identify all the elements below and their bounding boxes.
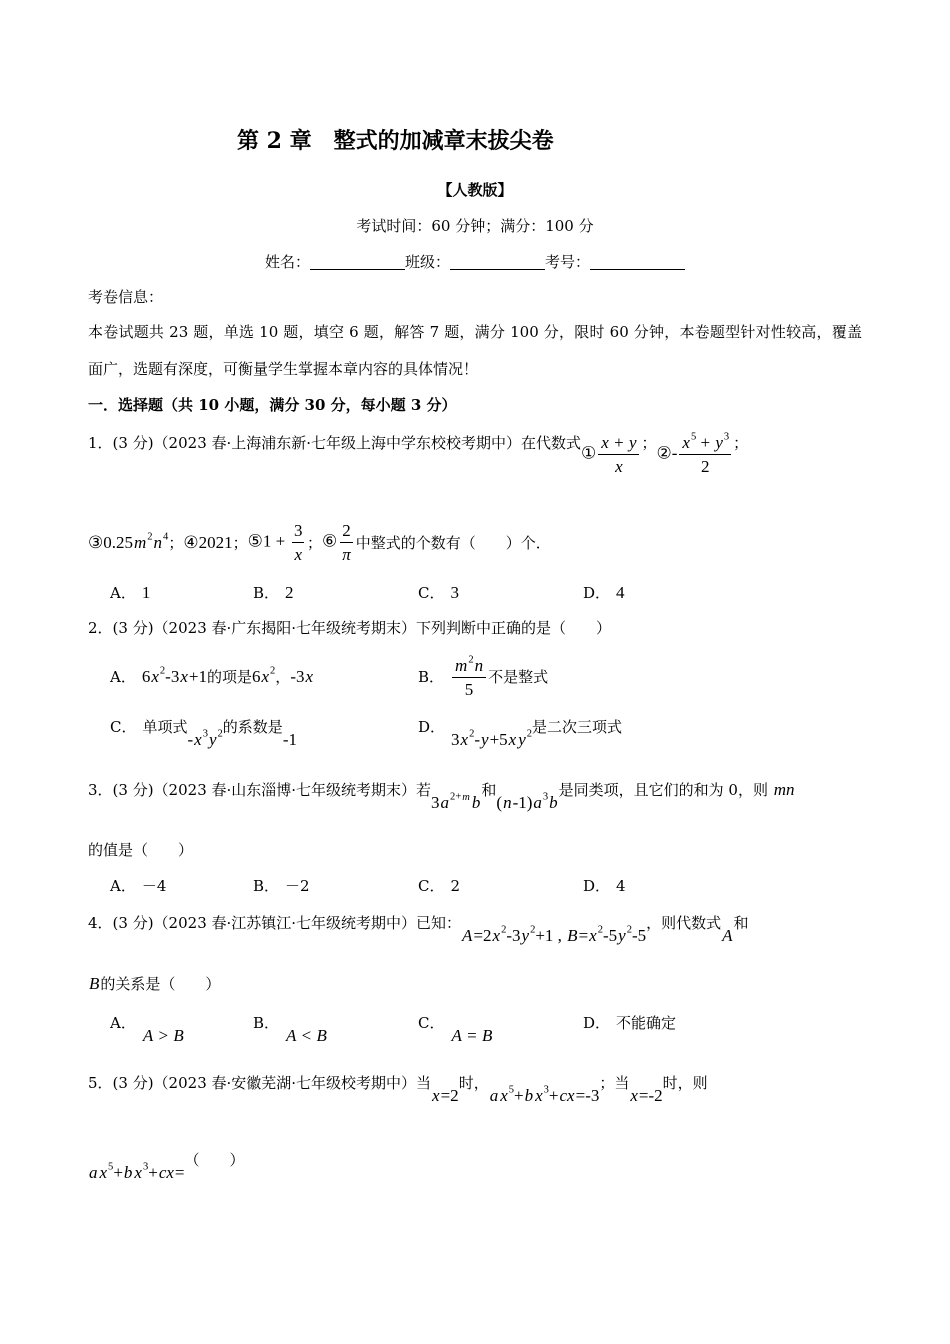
math-expression — [489, 1084, 600, 1108]
text-segment: 和 — [733, 914, 749, 932]
text-segment: 4．(3 分)（2023 春·江苏镇江·七年级统考期中）已知： — [88, 914, 462, 932]
math-variable: x — [460, 730, 469, 749]
text-run — [488, 666, 548, 688]
math-variable: B — [173, 1026, 184, 1045]
math-symbol: 2 — [469, 728, 475, 740]
math-expression — [283, 728, 297, 752]
text-segment: 的关系是（ ） — [100, 975, 221, 993]
math-symbol: -5 — [631, 926, 647, 945]
math-variable: y — [628, 433, 637, 452]
text-run — [733, 432, 748, 454]
text-run — [616, 875, 626, 897]
text-run — [100, 973, 220, 995]
math-expression — [581, 432, 641, 477]
math-variable: x — [630, 1086, 638, 1105]
math-variable: m — [455, 655, 468, 675]
math-symbol: =2 — [440, 1086, 459, 1105]
math-symbol: ③ — [88, 532, 104, 552]
text-segment: ； — [641, 434, 657, 452]
math-variable: n — [503, 793, 512, 812]
math-symbol: -3 — [290, 667, 305, 686]
math-symbol: 2021 — [198, 532, 233, 552]
text-segment: －2 — [285, 877, 310, 895]
math-variable: x — [601, 433, 609, 452]
math-symbol: -1 — [282, 730, 297, 749]
math-variable: x — [615, 457, 623, 476]
text-segment: 和 — [481, 781, 497, 799]
option-label: A． — [110, 877, 136, 895]
math-variable: x — [151, 667, 159, 686]
math-symbol: = — [462, 1026, 481, 1045]
exam-meta: 考试时间：60 分钟；满分：100 分 — [356, 217, 594, 235]
text-run — [532, 716, 622, 738]
text-run — [88, 432, 581, 454]
math-symbol: -3 — [506, 926, 521, 945]
math-variable: b — [123, 1163, 133, 1182]
math-symbol: + — [113, 1163, 123, 1182]
q5-line-1 — [88, 1072, 708, 1108]
math-symbol: =-2 — [638, 1086, 663, 1105]
q1-option-a — [110, 580, 150, 606]
math-expression — [285, 1024, 328, 1048]
math-variable: a — [533, 793, 542, 812]
math-variable: n — [153, 532, 163, 552]
q1-option-d — [583, 580, 625, 606]
q4-options — [0, 1012, 950, 1048]
text-segment: 不能确定 — [616, 1014, 677, 1032]
text-run — [481, 779, 496, 801]
text-segment: 是同类项，且它们的和为 0，则 — [558, 781, 773, 799]
q1-options — [0, 580, 950, 606]
math-variable: B — [89, 974, 100, 993]
math-symbol: 2 — [701, 457, 710, 476]
math-variable: x — [180, 667, 188, 686]
q4-option-b — [253, 1012, 328, 1048]
q4-line-2 — [88, 972, 220, 996]
fraction — [452, 655, 486, 700]
math-expression — [431, 1084, 459, 1108]
math-variable: x — [305, 667, 314, 686]
math-symbol: ( — [496, 793, 503, 812]
q2-line-1 — [88, 617, 611, 639]
text-segment: 的系数是 — [222, 718, 283, 736]
text-run — [88, 617, 611, 639]
math-variable: x — [535, 1086, 543, 1105]
text-run — [88, 912, 461, 934]
text-segment: （ ） — [184, 1151, 245, 1169]
math-variable: y — [618, 926, 626, 945]
option-label: C． — [418, 877, 445, 895]
name-label: 姓名： — [264, 253, 310, 271]
math-expression — [450, 581, 459, 605]
math-variable: x — [508, 730, 517, 749]
italic-variable: mn — [773, 780, 795, 799]
math-variable: y — [521, 926, 530, 945]
option-label: C． — [418, 584, 445, 602]
math-expression — [322, 520, 356, 565]
option-label: D． — [583, 584, 611, 602]
text-run — [275, 666, 290, 688]
text-segment: 是二次三项式 — [532, 718, 623, 736]
text-segment: 的项是 — [206, 668, 252, 686]
q4-option-d — [583, 1012, 676, 1048]
numerator — [292, 520, 305, 543]
text-run — [223, 716, 283, 738]
denominator — [291, 543, 305, 565]
q3-option-b — [253, 875, 310, 897]
math-symbol: + — [609, 433, 628, 452]
math-variable: cx — [559, 1086, 575, 1105]
math-expression — [629, 1084, 662, 1108]
math-symbol: 3 — [142, 1161, 149, 1173]
math-symbol: 1 — [141, 583, 151, 602]
option-label: A． — [110, 1014, 136, 1032]
text-segment: ； — [306, 533, 322, 552]
math-symbol: 2 — [501, 924, 507, 936]
math-symbol: 2 — [285, 583, 294, 602]
math-variable: y — [715, 433, 723, 452]
math-symbol: ④ — [183, 532, 199, 552]
math-variable: y — [518, 730, 526, 749]
math-symbol: 2 — [270, 665, 276, 677]
math-variable: x — [261, 667, 270, 686]
fraction — [339, 520, 354, 565]
math-variable: A — [451, 1026, 462, 1045]
math-symbol: 2 — [217, 728, 223, 740]
q1-line-2 — [88, 520, 551, 565]
math-expression — [496, 791, 558, 815]
math-symbol: ⑥ — [322, 531, 338, 551]
math-symbol: - — [474, 730, 481, 749]
option-label: A． — [110, 668, 136, 686]
math-symbol: 3 — [450, 583, 459, 602]
text-segment: 4 — [616, 877, 626, 895]
math-variable: A — [286, 1026, 297, 1045]
math-symbol: -5 — [602, 926, 618, 945]
math-symbol: = — [578, 926, 589, 945]
math-symbol: -1) — [512, 793, 533, 812]
text-run — [285, 875, 310, 897]
text-segment: ； — [232, 533, 248, 552]
math-symbol: > — [154, 1026, 173, 1045]
text-segment: ； — [168, 533, 184, 552]
q3-line-2 — [88, 839, 193, 861]
text-segment: 5．(3 分)（2023 春·安徽芜湖·七年级校考期中）当 — [88, 1074, 432, 1092]
edition-label: 【人教版】 — [437, 181, 513, 199]
math-symbol: 3 — [202, 728, 208, 740]
info-label: 考卷信息： — [88, 288, 164, 306]
option-label: C． — [418, 1014, 445, 1032]
text-segment: 的值是（ ） — [88, 841, 194, 859]
option-label: D． — [418, 718, 446, 736]
math-variable: m — [134, 532, 147, 552]
option-label: D． — [583, 1014, 611, 1032]
math-symbol: 5 — [508, 1084, 515, 1096]
superscript — [468, 654, 473, 665]
math-symbol: 2 — [626, 924, 632, 936]
math-expression — [431, 791, 481, 815]
text-run — [168, 532, 183, 554]
math-symbol: 2+ — [450, 791, 462, 803]
q4-line-1 — [88, 912, 749, 948]
math-expression — [657, 432, 734, 477]
denominator — [612, 455, 626, 477]
math-variable: n — [474, 655, 484, 675]
text-segment: 时，则 — [662, 1074, 708, 1092]
numerator — [340, 520, 353, 543]
text-segment: 3．(3 分)（2023 春·山东淄博·七年级统考期末）若 — [88, 781, 432, 799]
math-variable: x — [432, 1086, 440, 1105]
math-symbol: 3 — [543, 1084, 549, 1096]
text-run — [233, 532, 248, 554]
math-symbol: 3 — [451, 730, 460, 749]
math-symbol: < — [297, 1026, 316, 1045]
math-expression — [88, 531, 168, 555]
math-variable: m — [462, 791, 470, 803]
math-symbol: ⑤ — [247, 531, 263, 551]
q2-option-c — [110, 716, 297, 752]
id-label: 考号： — [545, 253, 591, 271]
math-symbol: + — [514, 1086, 524, 1105]
text-run — [307, 532, 322, 554]
info-text: 本卷试题共 23 题，单选 10 题，填空 6 题，解答 7 题，满分 100 分，限时 60 分钟，本卷题型针对性较高，覆盖面广，选题有深度，可衡量学生掌握本章内容的具体情况！ — [88, 323, 862, 378]
q1-option-b — [253, 580, 294, 606]
numerator — [679, 432, 731, 455]
text-run — [599, 1072, 629, 1094]
math-expression — [450, 655, 488, 700]
section-heading: 一．选择题（共 10 小题，满分 30 分，每小题 3 分） — [88, 396, 457, 414]
math-expression — [248, 520, 307, 565]
math-expression — [142, 1024, 185, 1048]
math-symbol: 4 — [163, 531, 169, 543]
math-symbol: ② — [656, 443, 672, 463]
math-symbol: = — [174, 1163, 185, 1182]
text-run — [142, 716, 187, 738]
math-variable: b — [471, 793, 481, 812]
math-expression — [142, 581, 151, 605]
math-symbol: - — [187, 730, 194, 749]
math-symbol: ① — [581, 443, 597, 463]
math-variable: π — [342, 545, 351, 564]
math-expression — [290, 665, 314, 689]
text-run — [459, 1072, 489, 1094]
text-run — [185, 1149, 245, 1171]
math-expression — [252, 665, 275, 689]
math-symbol: 4 — [616, 583, 625, 602]
text-segment: 不是整式 — [488, 668, 549, 686]
superscript — [724, 432, 729, 443]
math-variable: x — [294, 545, 302, 564]
q2-option-d — [418, 716, 622, 752]
math-symbol: 3 — [431, 793, 440, 812]
math-symbol: 2 — [597, 924, 603, 936]
math-symbol: 6 — [251, 667, 261, 686]
math-variable: x — [492, 926, 501, 945]
math-symbol: 2 — [530, 924, 536, 936]
math-symbol: =2 — [473, 926, 492, 945]
math-expression — [188, 728, 223, 752]
option-label: B． — [253, 877, 280, 895]
fraction — [291, 520, 305, 565]
math-symbol: 2 — [147, 531, 153, 543]
q1-line-1 — [88, 432, 748, 477]
math-expression — [88, 972, 100, 996]
q1-option-c — [418, 580, 459, 606]
math-symbol: 0.25 — [103, 532, 133, 552]
q2-option-b — [418, 654, 548, 700]
fraction — [598, 432, 639, 477]
denominator — [463, 678, 476, 700]
text-run — [88, 1072, 431, 1094]
text-run — [207, 666, 252, 688]
math-symbol: 5 — [108, 1161, 114, 1173]
option-label: B． — [253, 584, 280, 602]
math-symbol: 2 — [468, 654, 474, 666]
math-variable: a — [440, 793, 450, 812]
text-segment: ， — [275, 668, 291, 686]
class-blank — [450, 253, 545, 270]
math-variable: a — [89, 1163, 98, 1182]
math-expression — [183, 531, 232, 555]
math-expression — [450, 1024, 493, 1048]
q2-options-row-2 — [0, 716, 950, 752]
math-expression — [451, 728, 532, 752]
denominator — [699, 455, 712, 477]
math-variable: A — [462, 926, 473, 945]
math-symbol: + — [696, 433, 715, 452]
denominator — [339, 543, 354, 565]
text-segment: 1．(3 分)（2023 春·上海浦东新·七年级上海中学东校校考期中）在代数式 — [88, 434, 582, 452]
math-variable: A — [142, 1026, 154, 1045]
q4-option-a — [110, 1012, 185, 1048]
math-symbol: 2 — [342, 521, 351, 540]
q4-option-c — [418, 1012, 493, 1048]
text-run — [88, 779, 431, 801]
option-label: D． — [583, 877, 611, 895]
q3-option-c — [418, 875, 460, 897]
math-symbol: =-3 — [575, 1086, 600, 1105]
math-variable: x — [134, 1163, 142, 1182]
math-variable: y — [208, 730, 217, 749]
option-label: B． — [418, 668, 445, 686]
math-expression — [461, 924, 646, 948]
math-symbol: 2 — [159, 665, 166, 677]
math-symbol: 5 — [464, 679, 474, 699]
q2-option-a — [110, 654, 314, 700]
math-variable: b — [549, 793, 558, 812]
math-symbol: -3 — [165, 667, 180, 686]
math-variable: cx — [158, 1163, 174, 1182]
math-variable: B — [567, 926, 578, 945]
math-variable: x — [682, 433, 690, 452]
math-variable: b — [524, 1086, 534, 1105]
text-run — [663, 1072, 708, 1094]
text-run — [142, 875, 167, 897]
text-run — [450, 875, 460, 897]
text-segment: ，则代数式 — [646, 914, 722, 932]
math-expression — [616, 581, 625, 605]
id-blank — [590, 253, 685, 270]
q3-option-a — [110, 875, 166, 897]
text-segment: 中整式的个数有（ ）个． — [355, 533, 551, 552]
q5-line-2 — [88, 1149, 245, 1185]
numerator — [598, 432, 639, 455]
text-run — [356, 532, 551, 554]
q3-option-d — [583, 875, 626, 897]
math-variable: x — [500, 1086, 508, 1105]
math-symbol: 6 — [141, 667, 151, 686]
text-run — [734, 912, 749, 934]
math-expression — [285, 581, 294, 605]
math-variable: B — [316, 1026, 327, 1045]
math-variable: x — [194, 730, 202, 749]
math-symbol: - — [671, 443, 678, 463]
document-title: 第 2 章 整式的加减章末拔尖卷 — [237, 128, 554, 154]
math-expression — [142, 665, 207, 689]
text-run — [616, 1012, 676, 1034]
math-symbol: 3 — [293, 521, 303, 540]
text-segment: ；当 — [599, 1074, 630, 1092]
math-symbol: 3 — [542, 791, 549, 803]
math-variable: x — [589, 926, 597, 945]
option-label: B． — [253, 1014, 280, 1032]
math-variable: B — [481, 1026, 493, 1045]
name-blank — [310, 253, 405, 270]
math-symbol: +5 — [489, 730, 508, 749]
option-label: A． — [110, 584, 136, 602]
math-variable: x — [99, 1163, 108, 1182]
math-expression — [721, 924, 733, 948]
q2-options-row-1 — [0, 654, 950, 700]
q3-line-1 — [88, 779, 796, 815]
text-run — [88, 839, 193, 861]
math-symbol: 5 — [690, 431, 697, 443]
fraction — [679, 432, 731, 477]
math-symbol: + — [548, 1086, 559, 1105]
q3-options — [0, 875, 950, 897]
math-symbol: 2 — [526, 728, 533, 740]
superscript — [450, 792, 471, 803]
text-segment: 时， — [458, 1074, 489, 1092]
text-segment: 单项式 — [142, 718, 188, 736]
numerator — [452, 655, 486, 678]
text-run — [559, 779, 796, 801]
math-variable: y — [481, 730, 489, 749]
math-symbol: + — [148, 1163, 158, 1182]
text-run — [646, 912, 721, 934]
superscript — [147, 531, 152, 542]
math-symbol: 1 + — [262, 531, 290, 551]
math-symbol: +1 , — [535, 926, 567, 945]
math-variable: A — [722, 926, 733, 945]
student-fields — [0, 251, 950, 273]
math-expression — [88, 1161, 185, 1185]
option-label: C． — [110, 718, 137, 736]
text-run — [641, 432, 656, 454]
class-label: 班级： — [404, 253, 450, 271]
text-segment: －4 — [141, 877, 167, 895]
text-segment: 2 — [450, 877, 461, 895]
math-symbol: +1 — [188, 667, 207, 686]
text-segment: ； — [733, 434, 749, 452]
math-variable: a — [489, 1086, 499, 1105]
text-segment: 2．(3 分)（2023 春·广东揭阳·七年级统考期末）下列判断中正确的是（ ） — [88, 619, 612, 637]
math-symbol: 3 — [723, 431, 730, 443]
